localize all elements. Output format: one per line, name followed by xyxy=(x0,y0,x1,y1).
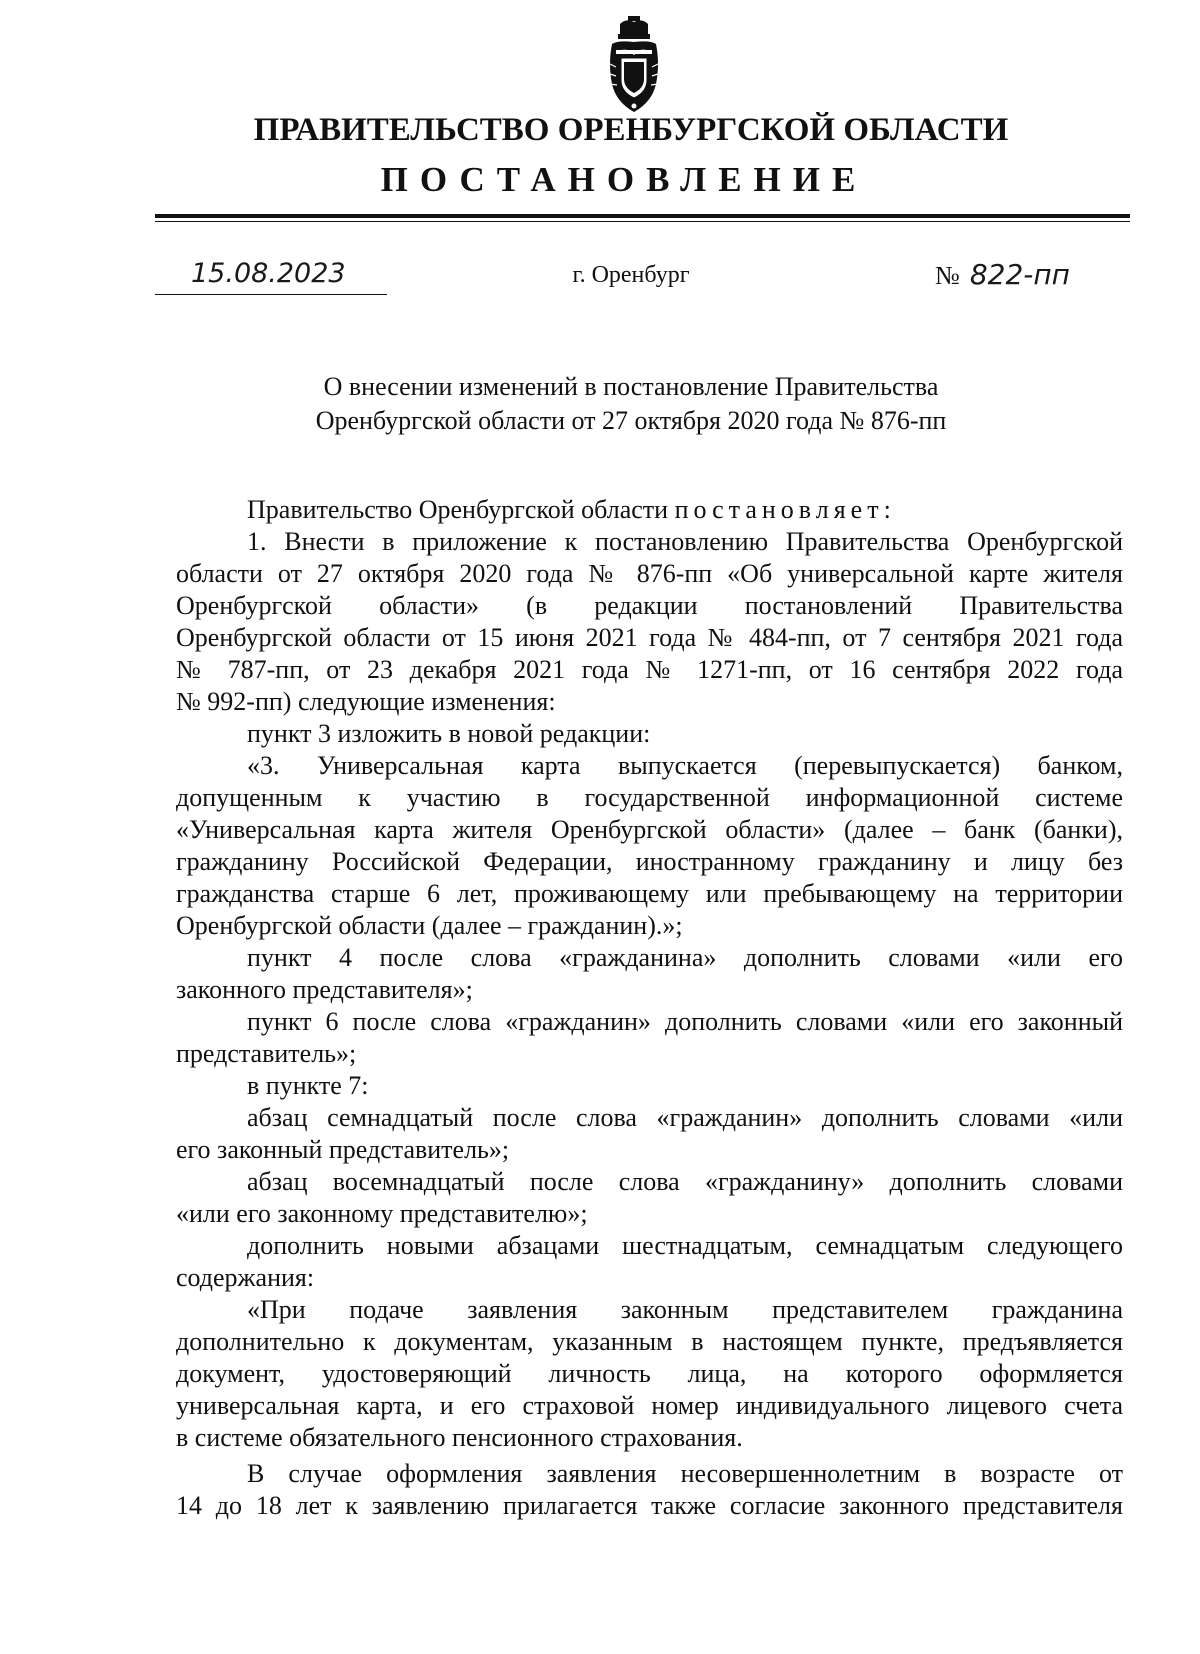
body-line: В случае оформления заявления несовершеннолетним в возрасте от xyxy=(247,1459,1123,1488)
document-number xyxy=(935,258,1070,291)
body-line: Оренбургской области» (в редакции постановлений Правительства xyxy=(176,591,1123,620)
body-line: документ, удостоверяющий личность лица, на которого оформляется xyxy=(176,1359,1123,1388)
body-line: абзац восемнадцатый после слова «гражданину» дополнить словами xyxy=(247,1167,1123,1196)
body-line: в системе обязательного пенсионного страхования. xyxy=(176,1423,743,1452)
body-line: представитель»; xyxy=(176,1039,357,1068)
body-line: Оренбургской области (далее – гражданин).»; xyxy=(176,911,683,940)
body-line: дополнить новыми абзацами шестнадцатым, семнадцатым следующего xyxy=(247,1231,1123,1260)
body-line: пункт 4 после слова «гражданина» дополнить словами «или его xyxy=(247,943,1123,972)
body-line: универсальная карта, и его страховой номер индивидуального лицевого счета xyxy=(176,1391,1123,1420)
body-line: его законный представитель»; xyxy=(176,1135,510,1164)
handwritten-number: 822-пп xyxy=(969,258,1070,291)
body-line: «3. Универсальная карта выпускается (перевыпускается) банком, xyxy=(247,751,1123,780)
body-line: законного представителя»; xyxy=(176,975,473,1004)
body-line: дополнительно к документам, указанным в настоящем пункте, предъявляется xyxy=(176,1327,1123,1356)
document-type-title: ПОСТАНОВЛЕНИЕ xyxy=(380,160,868,199)
body-line: «При подаче заявления законным представителем гражданина xyxy=(247,1295,1123,1324)
city-label: г. Оренбург xyxy=(572,262,690,288)
header-divider-thick xyxy=(155,214,1130,218)
subject-line-1: О внесении изменений в постановление Правительства xyxy=(323,372,939,401)
intro-text: Правительство Оренбургской области xyxy=(247,495,675,524)
organization-title: ПРАВИТЕЛЬСТВО ОРЕНБУРГСКОЙ ОБЛАСТИ xyxy=(253,112,1009,148)
body-line: гражданства старше 6 лет, проживающему или пребывающему на территории xyxy=(176,879,1123,908)
body-line: № 787-пп, от 23 декабря 2021 года № 1271-пп, от 16 сентября 2022 года xyxy=(176,655,1123,684)
body-line: абзац семнадцатый после слова «гражданин» дополнить словами «или xyxy=(247,1103,1123,1132)
body-line: Оренбургской области от 15 июня 2021 года № 484-пп, от 7 сентября 2021 года xyxy=(176,623,1123,652)
body-line: в пункте 7: xyxy=(247,1071,369,1100)
body-line: пункт 3 изложить в новой редакции: xyxy=(247,719,651,748)
body-line: «или его законному представителю»; xyxy=(176,1199,588,1228)
body-line: пункт 6 после слова «гражданин» дополнить словами «или его законный xyxy=(247,1007,1123,1036)
coat-of-arms-emblem xyxy=(606,14,662,116)
body-line: «Универсальная карта жителя Оренбургской области» (далее – банк (банки), xyxy=(176,815,1123,844)
body-line: области от 27 октября 2020 года № 876-пп «Об универсальной карте жителя xyxy=(176,559,1123,588)
header-divider-thin xyxy=(155,221,1130,222)
body-line: содержания: xyxy=(176,1263,315,1292)
intro-paragraph xyxy=(247,494,1123,526)
number-sign: № xyxy=(935,261,960,290)
body-line: допущенным к участию в государственной информационной системе xyxy=(176,783,1123,812)
handwritten-date: 15.08.2023 xyxy=(191,258,346,289)
intro-resolves: постановляет: xyxy=(674,495,896,524)
body-line: 1. Внести в приложение к постановлению Правительства Оренбургской xyxy=(247,527,1123,556)
body-line: гражданину Российской Федерации, иностранному гражданину и лицу без xyxy=(176,847,1123,876)
subject-line-2: Оренбургской области от 27 октября 2020 года № 876-пп xyxy=(315,406,947,435)
body-line: 14 до 18 лет к заявлению прилагается также согласие законного представителя xyxy=(176,1491,1123,1520)
body-line: № 992-пп) следующие изменения: xyxy=(176,687,556,716)
